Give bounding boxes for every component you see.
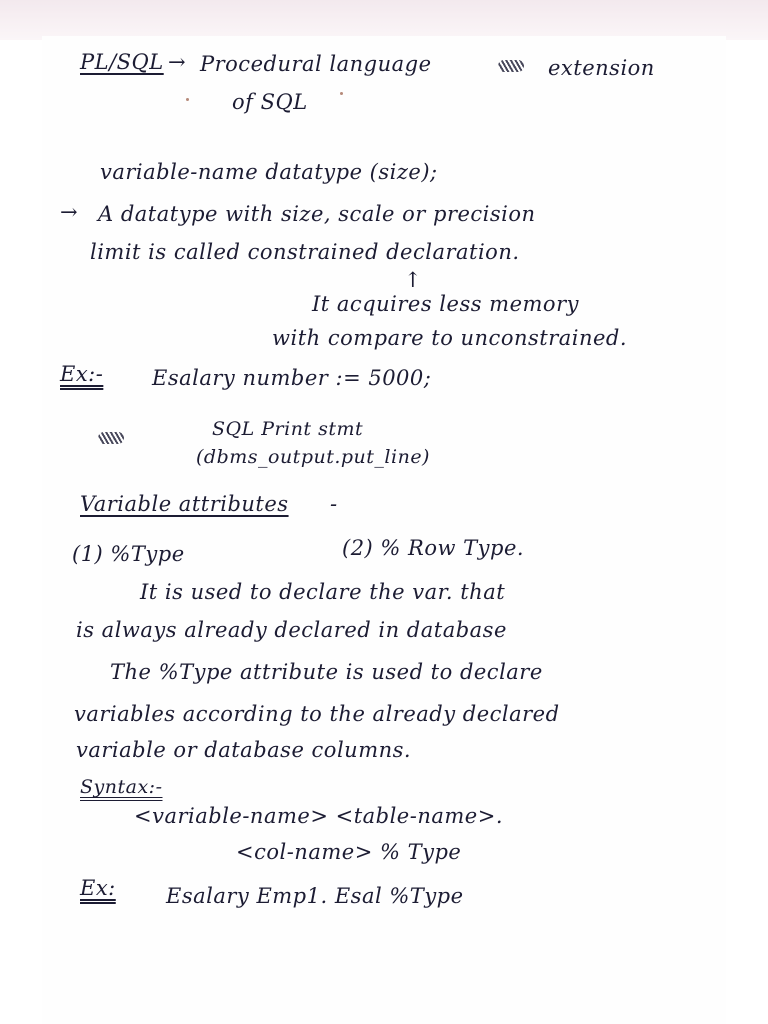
up-arrow: ↑ (404, 268, 423, 292)
description-line-2: is always already declared in database (76, 618, 507, 642)
description-line-3: The %Type attribute is used to declare (110, 660, 543, 684)
example-code: Esalary number := 5000; (152, 366, 432, 390)
ink-dot (186, 98, 189, 101)
description-line-5: variable or database columns. (76, 738, 412, 762)
title-abbr: PL/SQL (80, 50, 164, 74)
syntax-label: Syntax:- (80, 776, 163, 798)
description-line-4: variables according to the already declared (74, 702, 560, 726)
declaration-syntax: variable-name datatype (size); (100, 160, 438, 184)
memory-note-1: It acquires less memory (312, 292, 579, 316)
top-band (0, 0, 768, 40)
title-arrow: → (168, 50, 187, 74)
notebook-page (42, 36, 726, 1024)
constrained-line-2: limit is called constrained declaration. (90, 240, 520, 264)
arrow-bullet: → (60, 200, 79, 224)
syntax-line-1: <variable-name> <table-name>. (134, 804, 503, 828)
memory-note-2: with compare to unconstrained. (272, 326, 628, 350)
scribble-mark (498, 60, 524, 72)
attributes-dash: - (330, 492, 338, 516)
attributes-heading: Variable attributes (80, 492, 289, 516)
attribute-rowtype: (2) % Row Type. (342, 536, 525, 560)
scribble-mark (98, 432, 124, 444)
description-line-1: It is used to declare the var. that (140, 580, 506, 604)
title-extension: extension (548, 56, 655, 80)
print-stmt-function: (dbms_output.put_line) (196, 446, 430, 468)
example-2-label: Ex: (80, 876, 116, 900)
title-of-sql: of SQL (232, 90, 308, 114)
ink-dot (340, 92, 343, 95)
constrained-line-1: A datatype with size, scale or precision (98, 202, 536, 226)
syntax-line-2: <col-name> % Type (236, 840, 462, 864)
attribute-type: (1) %Type (72, 542, 185, 566)
example-label: Ex:- (60, 362, 104, 386)
example-2-code: Esalary Emp1. Esal %Type (166, 884, 464, 908)
title-text: Procedural language (200, 52, 432, 76)
print-stmt-label: SQL Print stmt (212, 418, 364, 440)
